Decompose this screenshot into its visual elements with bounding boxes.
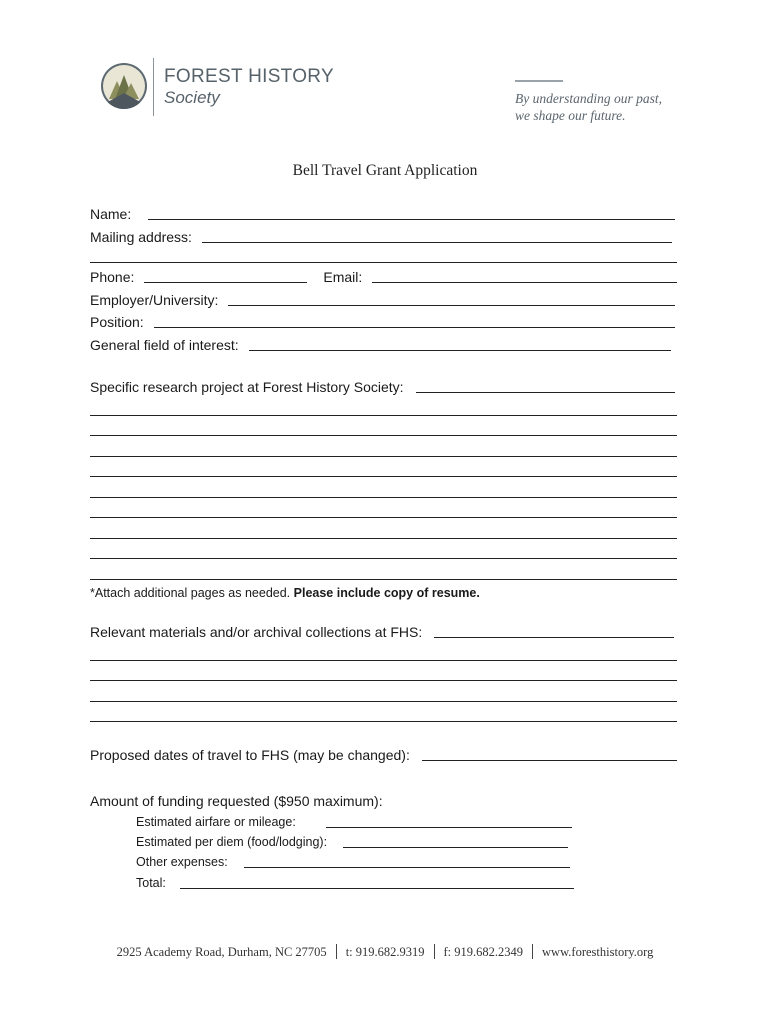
forest-history-logo-icon bbox=[101, 63, 147, 109]
mailing-address-field[interactable] bbox=[202, 242, 672, 243]
materials-line-3[interactable] bbox=[90, 701, 677, 702]
position-field[interactable] bbox=[154, 327, 675, 328]
specific-project-label: Specific research project at Forest History Society: bbox=[90, 379, 404, 395]
general-field-label: General field of interest: bbox=[90, 337, 239, 353]
materials-line-2[interactable] bbox=[90, 680, 677, 681]
footer-separator bbox=[434, 944, 435, 959]
org-sub: Society bbox=[164, 88, 220, 107]
name-field[interactable] bbox=[148, 219, 675, 220]
other-expenses-label: Other expenses: bbox=[136, 855, 228, 869]
footer-website: www.foresthistory.org bbox=[542, 945, 654, 959]
attachment-note-text: *Attach additional pages as needed. bbox=[90, 586, 294, 600]
attachment-note bbox=[90, 585, 480, 601]
project-line-4[interactable] bbox=[90, 476, 677, 477]
funding-label: Amount of funding requested ($950 maximum): bbox=[90, 793, 383, 809]
project-line-9[interactable] bbox=[90, 579, 677, 580]
project-line-3[interactable] bbox=[90, 456, 677, 457]
email-field[interactable] bbox=[372, 282, 677, 283]
per-diem-field[interactable] bbox=[343, 847, 568, 848]
footer-address: 2925 Academy Road, Durham, NC 27705 bbox=[116, 945, 327, 959]
airfare-label: Estimated airfare or mileage: bbox=[136, 815, 296, 829]
funding-heading bbox=[90, 792, 383, 810]
relevant-materials-row bbox=[90, 623, 674, 641]
mailing-row bbox=[90, 228, 672, 246]
org-name: FOREST HISTORY bbox=[164, 66, 334, 87]
per-diem-row bbox=[136, 833, 568, 851]
name-label: Name: bbox=[90, 206, 132, 222]
mailing-label: Mailing address: bbox=[90, 229, 192, 245]
tagline-line-2: we shape our future. bbox=[515, 108, 626, 123]
phone-email-row bbox=[90, 268, 677, 286]
name-row bbox=[90, 205, 675, 223]
total-row bbox=[136, 874, 574, 892]
position-row bbox=[90, 313, 675, 331]
other-expenses-field[interactable] bbox=[244, 867, 570, 868]
general-field-row bbox=[90, 336, 671, 354]
total-label: Total: bbox=[136, 876, 166, 890]
employer-row bbox=[90, 291, 675, 309]
tagline-line-1: By understanding our past, bbox=[515, 91, 662, 106]
specific-project-row bbox=[90, 378, 675, 396]
footer-phone: t: 919.682.9319 bbox=[345, 945, 425, 959]
airfare-row bbox=[136, 813, 572, 831]
materials-line-1[interactable] bbox=[90, 660, 677, 661]
tagline-rule bbox=[515, 80, 563, 82]
position-label: Position: bbox=[90, 314, 144, 330]
form-title: Bell Travel Grant Application bbox=[292, 162, 478, 179]
general-field-input[interactable] bbox=[249, 350, 671, 351]
tagline bbox=[515, 90, 662, 124]
footer-separator bbox=[532, 944, 533, 959]
project-line-1[interactable] bbox=[90, 415, 677, 416]
materials-line-4[interactable] bbox=[90, 721, 677, 722]
project-line-2[interactable] bbox=[90, 435, 677, 436]
attachment-note-bold: Please include copy of resume. bbox=[293, 586, 480, 600]
footer-separator bbox=[336, 944, 337, 959]
airfare-field[interactable] bbox=[326, 827, 572, 828]
other-expenses-row bbox=[136, 853, 570, 871]
project-line-5[interactable] bbox=[90, 497, 677, 498]
project-line-6[interactable] bbox=[90, 517, 677, 518]
proposed-dates-label: Proposed dates of travel to FHS (may be changed): bbox=[90, 747, 410, 763]
project-line-7[interactable] bbox=[90, 538, 677, 539]
footer-fax: f: 919.682.2349 bbox=[443, 945, 524, 959]
phone-label: Phone: bbox=[90, 269, 135, 285]
proposed-dates-field[interactable] bbox=[422, 760, 677, 761]
employer-label: Employer/University: bbox=[90, 292, 219, 308]
employer-field[interactable] bbox=[228, 305, 675, 306]
relevant-materials-field[interactable] bbox=[434, 637, 674, 638]
project-line-8[interactable] bbox=[90, 558, 677, 559]
total-field[interactable] bbox=[180, 888, 574, 889]
mailing-address-line-2[interactable] bbox=[90, 262, 677, 263]
phone-field[interactable] bbox=[144, 282, 307, 283]
relevant-materials-label: Relevant materials and/or archival collections at FHS: bbox=[90, 624, 423, 640]
proposed-dates-row bbox=[90, 746, 677, 764]
logo-divider bbox=[153, 58, 154, 116]
footer bbox=[0, 944, 770, 960]
email-label: Email: bbox=[323, 269, 363, 285]
per-diem-label: Estimated per diem (food/lodging): bbox=[136, 835, 328, 849]
specific-project-field[interactable] bbox=[416, 392, 675, 393]
